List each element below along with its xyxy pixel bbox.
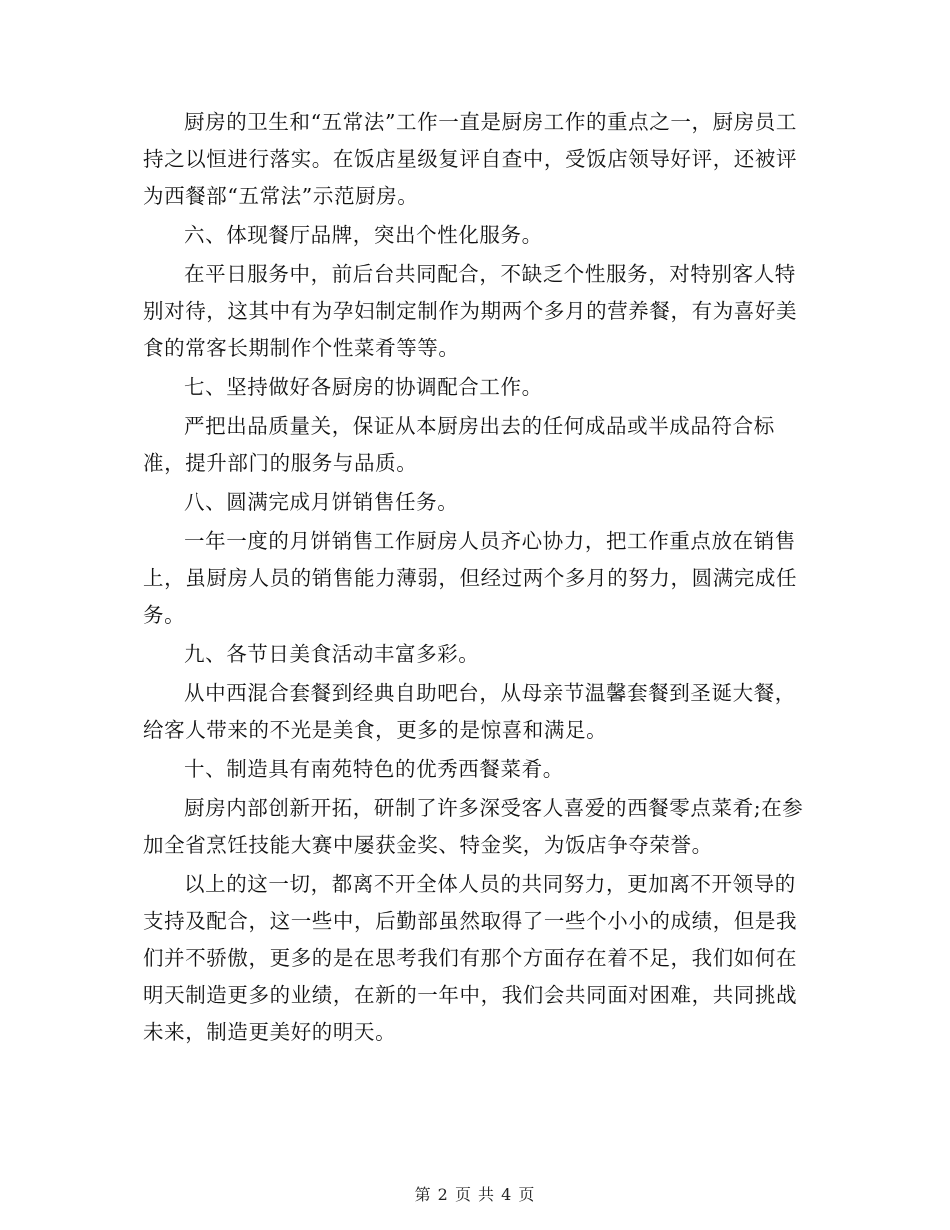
paragraph-holiday-events: 从中西混合套餐到经典自助吧台，从母亲节温馨套餐到圣诞大餐，给客人带来的不光是美食，更多的是惊喜和满足。 bbox=[143, 681, 796, 742]
paragraph-quality-control: 严把出品质量关，保证从本厨房出去的任何成品或半成品符合标准，提升部门的服务与品质。 bbox=[143, 414, 775, 475]
heading-section-8: 八、圆满完成月饼销售任务。 bbox=[184, 490, 459, 514]
paragraph-kitchen-hygiene: 厨房的卫生和“五常法”工作一直是厨房工作的重点之一，厨房员工持之以恒进行落实。在饭店星级复评自查中，受饭店领导好评，还被评为西餐部“五常法”示范厨房。 bbox=[143, 110, 798, 208]
paragraph-personalized-service: 在平日服务中，前后台共同配合，不缺乏个性服务，对特别客人特别对待，这其中有为孕妇制定制作为期两个多月的营养餐，有为喜好美食的常客长期制作个性菜肴等等。 bbox=[143, 262, 798, 360]
page-number-footer: 第 2 页 共 4 页 bbox=[414, 1185, 536, 1204]
paragraph-western-dishes: 厨房内部创新开拓，研制了许多深受客人喜爱的西餐零点菜肴;在参加全省烹饪技能大赛中屡获金奖、特金奖，为饭店争夺荣誉。 bbox=[143, 796, 804, 857]
document-body bbox=[143, 104, 813, 1053]
heading-section-7: 七、坚持做好各厨房的协调配合工作。 bbox=[184, 375, 543, 399]
paragraph-mooncake-sales: 一年一度的月饼销售工作厨房人员齐心协力，把工作重点放在销售上，虽厨房人员的销售能力薄弱，但经过两个多月的努力，圆满完成任务。 bbox=[143, 529, 798, 627]
heading-section-9: 九、各节日美食活动丰富多彩。 bbox=[184, 642, 480, 666]
paragraph-conclusion: 以上的这一切，都离不开全体人员的共同努力，更加离不开领导的支持及配合，这一些中，后勤部虽然取得了一些个小小的成绩，但是我们并不骄傲，更多的是在思考我们有那个方面存在着不足，我们如何在明天制造更多的业绩，在新的一年中，我们会共同面对困难，共同挑战未来，制造更美好的明天。 bbox=[143, 872, 798, 1044]
heading-section-6: 六、体现餐厅品牌，突出个性化服务。 bbox=[184, 223, 543, 247]
heading-section-10: 十、制造具有南苑特色的优秀西餐菜肴。 bbox=[184, 757, 564, 781]
